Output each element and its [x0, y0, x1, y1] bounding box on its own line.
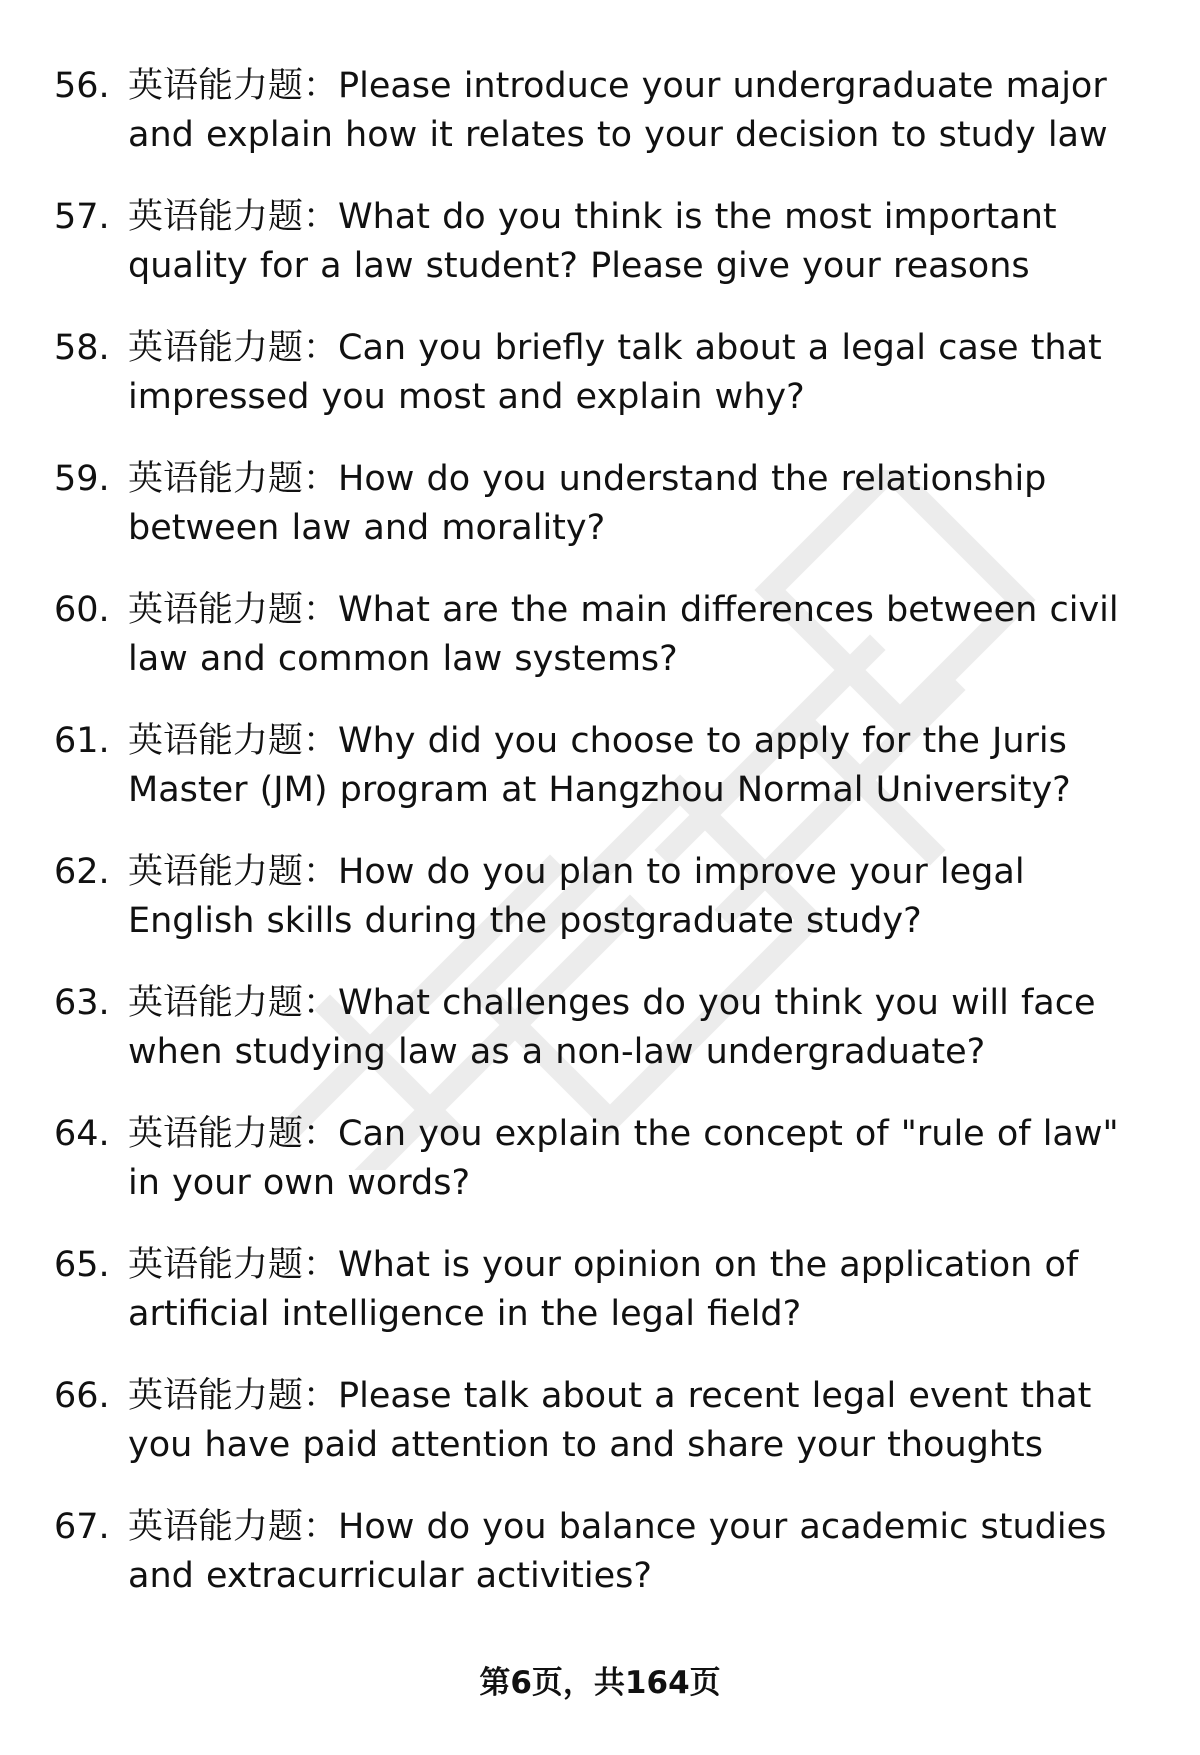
question-item	[0, 324, 1200, 455]
question-item	[0, 586, 1200, 717]
question-number: 59.	[54, 459, 110, 499]
question-item	[0, 848, 1200, 979]
question-number: 63.	[54, 983, 110, 1023]
question-text: 英语能力题：Can you briefly talk about a legal case that impressed you most and explain why?	[128, 328, 1102, 417]
question-number: 62.	[54, 852, 110, 892]
question-text: 英语能力题：What is your opinion on the application of artificial intelligence in the legal field?	[128, 1245, 1079, 1334]
question-item	[0, 1503, 1200, 1634]
question-item	[0, 1241, 1200, 1372]
question-text: 英语能力题：What are the main differences between civil law and common law systems?	[128, 590, 1119, 679]
question-item	[0, 455, 1200, 586]
question-item	[0, 979, 1200, 1110]
question-item	[0, 1110, 1200, 1241]
question-text: 英语能力题：Why did you choose to apply for the Juris Master (JM) program at Hangzhou Normal University?	[128, 721, 1071, 810]
page-number-footer: 第6页，共164页	[479, 1665, 721, 1701]
question-list	[0, 62, 1200, 1634]
question-number: 56.	[54, 66, 110, 106]
question-number: 67.	[54, 1507, 110, 1547]
question-text: 英语能力题：How do you balance your academic studies and extracurricular activities?	[128, 1507, 1107, 1596]
question-number: 64.	[54, 1114, 110, 1154]
question-item	[0, 717, 1200, 848]
question-number: 58.	[54, 328, 110, 368]
question-number: 57.	[54, 197, 110, 237]
question-text: 英语能力题：Can you explain the concept of "rule of law" in your own words?	[128, 1114, 1119, 1203]
question-text: 英语能力题：Please talk about a recent legal event that you have paid attention to and share your thoughts	[128, 1376, 1092, 1465]
question-number: 61.	[54, 721, 110, 761]
question-number: 65.	[54, 1245, 110, 1285]
question-item	[0, 62, 1200, 193]
question-item	[0, 1372, 1200, 1503]
question-number: 66.	[54, 1376, 110, 1416]
question-item	[0, 193, 1200, 324]
question-text: 英语能力题：How do you plan to improve your legal English skills during the postgraduate study?	[128, 852, 1025, 941]
question-text: 英语能力题：What do you think is the most important quality for a law student? Please give your reasons	[128, 197, 1057, 286]
question-text: 英语能力题：What challenges do you think you will face when studying law as a non-law undergraduate?	[128, 983, 1096, 1072]
question-number: 60.	[54, 590, 110, 630]
question-text: 英语能力题：Please introduce your undergraduate major and explain how it relates to your decision to study law	[128, 66, 1108, 155]
question-text: 英语能力题：How do you understand the relationship between law and morality?	[128, 459, 1047, 548]
